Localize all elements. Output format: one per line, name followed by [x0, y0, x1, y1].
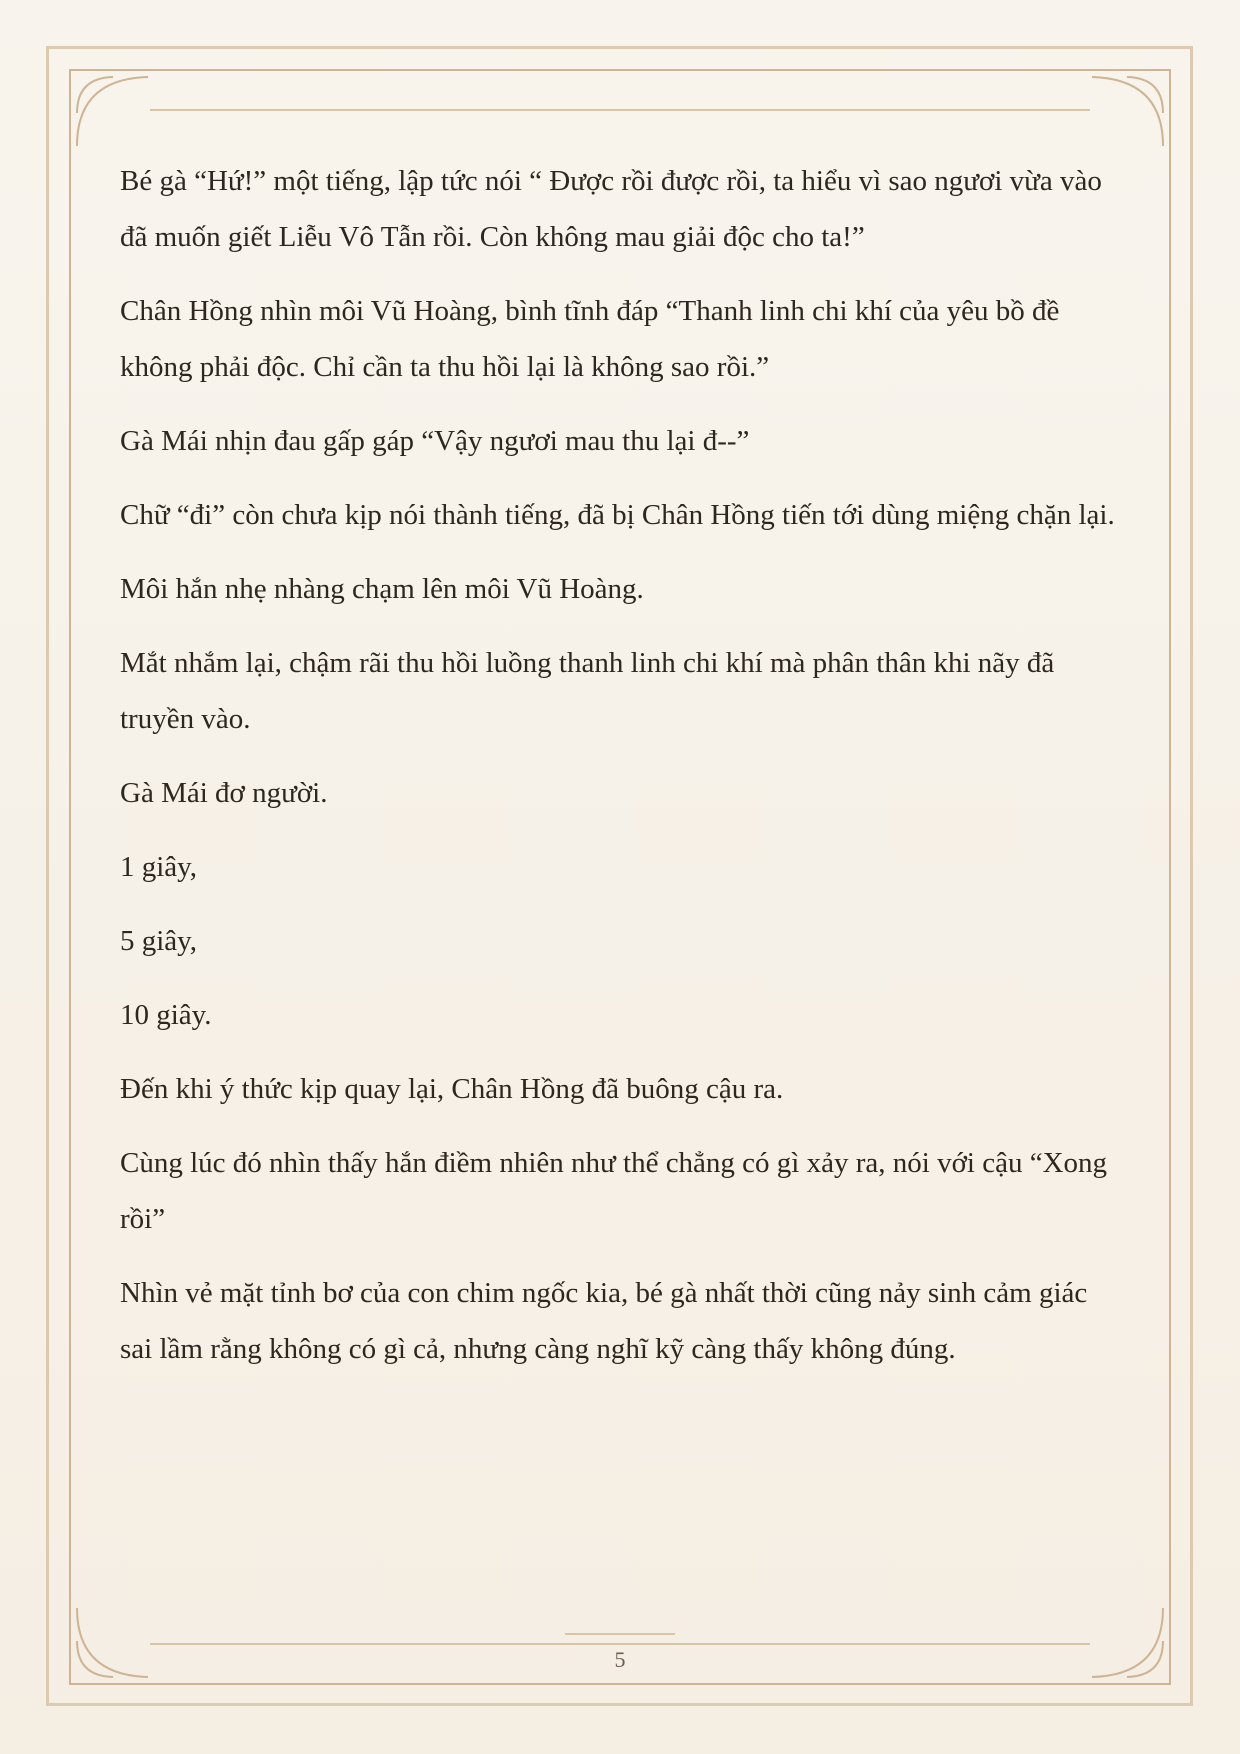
paragraph: Gà Mái đơ người.	[120, 777, 328, 809]
paragraph: Gà Mái nhịn đau gấp gáp “Vậy ngươi mau thu lại đ--”	[120, 425, 750, 457]
paragraph: Chữ “đi” còn chưa kịp nói thành tiếng, đã bị Chân Hồng tiến tới dùng miệng chặn lại.	[120, 499, 1115, 531]
paragraph: 1 giây,	[120, 851, 198, 883]
corner-ornament-top-right-icon	[1085, 75, 1165, 155]
page-number: 5	[614, 1647, 626, 1672]
paragraph: Nhìn vẻ mặt tỉnh bơ của con chim ngốc kia, bé gà nhất thời cũng nảy sinh cảm giác sai lầm rằng không có gì cả, nhưng càng nghĩ kỹ càng thấy không đúng.	[120, 1277, 1088, 1365]
paragraph: Bé gà “Hứ!” một tiếng, lập tức nói “ Được rồi được rồi, ta hiểu vì sao ngươi vừa vào đã muốn giết Liễu Vô Tẫn rồi. Còn không mau giải độc cho ta!”	[120, 165, 1102, 253]
page-content	[120, 153, 1120, 1395]
corner-ornament-top-left-icon	[75, 75, 155, 155]
footer-rule	[150, 1643, 1090, 1645]
paragraph: 10 giây.	[120, 999, 212, 1031]
paragraph: Chân Hồng nhìn môi Vũ Hoàng, bình tĩnh đáp “Thanh linh chi khí của yêu bồ đề không phải độc. Chỉ cần ta thu hồi lại là không sao rồi.”	[120, 295, 1060, 383]
footer-ornament-rule	[565, 1633, 675, 1635]
paragraph: Đến khi ý thức kịp quay lại, Chân Hồng đã buông cậu ra.	[120, 1073, 784, 1105]
paragraph: Môi hắn nhẹ nhàng chạm lên môi Vũ Hoàng.	[120, 573, 644, 605]
header-rule	[150, 109, 1090, 111]
paragraph: 5 giây,	[120, 925, 198, 957]
paragraph: Mắt nhắm lại, chậm rãi thu hồi luồng thanh linh chi khí mà phân thân khi nãy đã truyền vào.	[120, 647, 1055, 735]
paragraph: Cùng lúc đó nhìn thấy hắn điềm nhiên như thể chẳng có gì xảy ra, nói với cậu “Xong rồi”	[120, 1147, 1108, 1235]
